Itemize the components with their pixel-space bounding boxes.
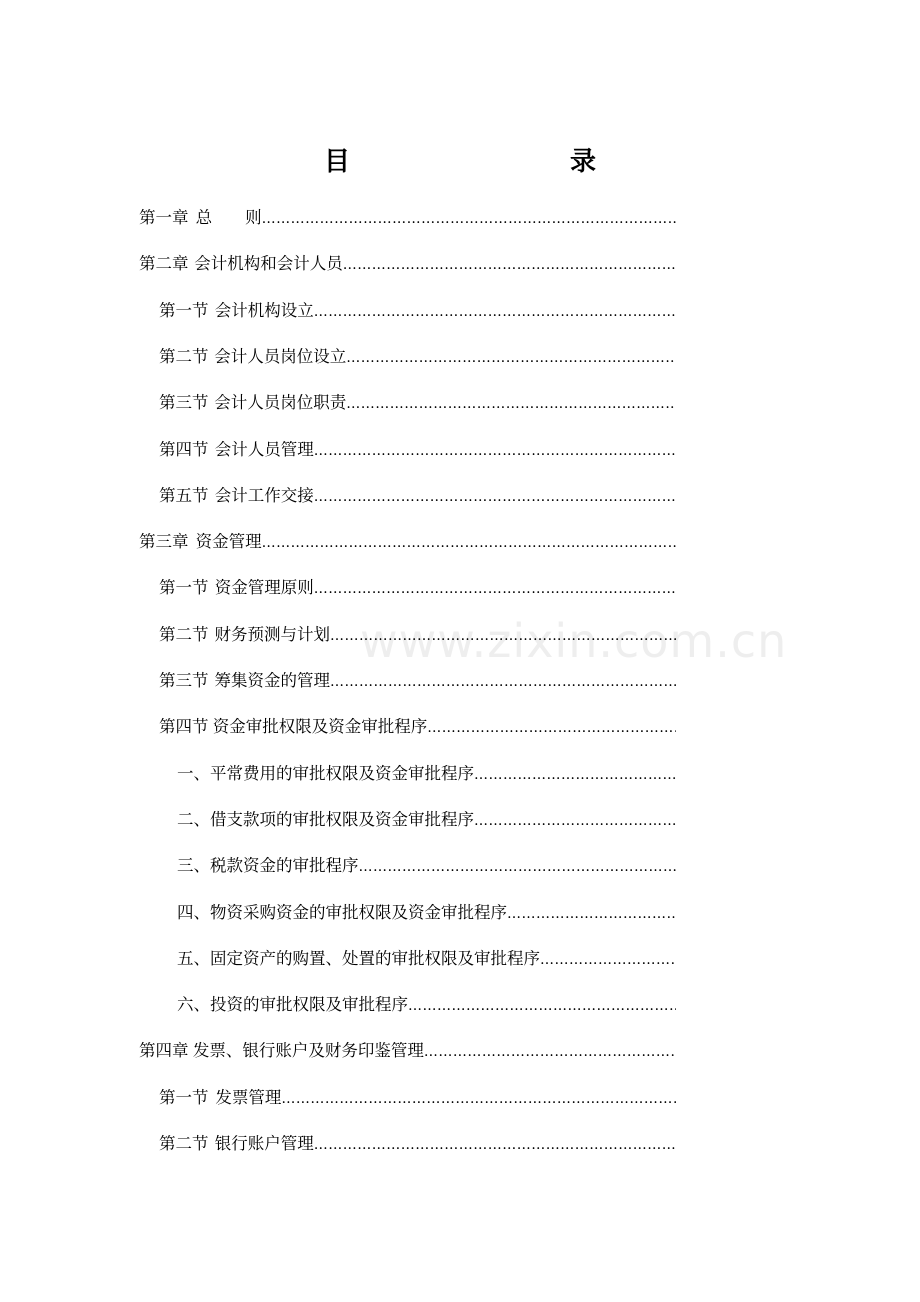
toc-dot-leader (424, 1037, 676, 1066)
toc-entry-title: 会计工作交接 (214, 485, 314, 505)
toc-entry-number: 第四章 (139, 1041, 189, 1061)
toc-entry[interactable] (177, 944, 676, 974)
toc-entry-title: 发票管理 (215, 1087, 282, 1107)
toc-entry-number: 第二节 (159, 624, 209, 644)
toc-entry-title: 会计人员岗位职责 (214, 393, 347, 413)
toc-entry[interactable] (177, 851, 676, 881)
toc-entry-title: 财务预测与计划 (214, 624, 330, 644)
toc-entry-number: 第三节 (159, 393, 209, 413)
toc-entry[interactable] (159, 620, 676, 650)
toc-dot-leader (330, 621, 676, 650)
toc-entry[interactable] (159, 342, 676, 372)
toc-entry-number: 第一节 (159, 1087, 209, 1107)
toc-entry-title: 借支款项的审批权限及资金审批程序 (210, 809, 474, 829)
toc-entry-number: 一、 (177, 763, 210, 783)
toc-entry[interactable] (139, 1036, 676, 1066)
toc-entry-number: 第一节 (159, 578, 209, 598)
watermark: www.zixin.com.cn (360, 614, 788, 668)
toc-dot-leader (314, 574, 676, 603)
toc-entry[interactable] (159, 481, 676, 511)
toc-dot-leader (314, 297, 676, 326)
toc-entry[interactable] (177, 990, 676, 1020)
toc-dot-leader (346, 389, 676, 418)
toc-entry[interactable] (159, 1083, 676, 1113)
toc-dot-leader (314, 482, 676, 511)
toc-entry-number: 二、 (177, 809, 210, 829)
toc-entry-title: 资金管理原则 (214, 578, 314, 598)
toc-entry-number: 六、 (177, 995, 210, 1015)
toc-entry-title: 发票、银行账户及财务印鉴管理 (192, 1041, 424, 1061)
toc-dot-leader (314, 1130, 676, 1159)
toc-entry-title: 税款资金的审批程序 (210, 856, 359, 876)
toc-dot-leader (281, 1084, 676, 1113)
toc-entry-title: 固定资产的购置、处置的审批权限及审批程序 (210, 948, 540, 968)
toc-dot-leader (262, 528, 676, 557)
toc-entry[interactable] (159, 666, 676, 696)
toc-entry[interactable] (139, 527, 676, 557)
toc-entry[interactable] (159, 435, 676, 465)
toc-entry[interactable] (159, 1129, 676, 1159)
toc-entry-title: 投资的审批权限及审批程序 (210, 995, 408, 1015)
page-title: 目 录 (323, 147, 652, 177)
toc-dot-leader (359, 852, 677, 881)
toc-dot-leader (427, 713, 676, 742)
toc-entry-number: 三、 (177, 856, 210, 876)
toc-entry[interactable] (177, 805, 676, 835)
toc-entry-title: 筹集资金的管理 (214, 671, 330, 690)
toc-dot-leader (408, 991, 676, 1020)
toc-dot-leader (330, 667, 676, 696)
toc-dot-leader (314, 436, 676, 465)
toc-entry-title: 平常费用的审批权限及资金审批程序 (210, 763, 474, 783)
toc-entry-title: 物资采购资金的审批权限及资金审批程序 (210, 902, 507, 922)
toc-entry-number: 第三章 (139, 532, 189, 552)
toc-entry-number: 第二节 (159, 1134, 209, 1153)
toc-entry[interactable] (177, 898, 676, 928)
toc-entry[interactable] (159, 296, 676, 326)
toc-entry[interactable] (159, 573, 676, 603)
toc-entry-number: 第四节 (159, 717, 209, 737)
toc-entry[interactable] (159, 712, 676, 742)
toc-entry-number: 第二节 (159, 346, 209, 366)
toc-entry-number: 四、 (177, 902, 210, 922)
toc-entry-title: 资金审批权限及资金审批程序 (212, 717, 428, 737)
toc-entry-title: 会计人员管理 (214, 439, 314, 459)
toc-entry-number: 第二章 (139, 254, 189, 274)
toc-entry-title: 总 则 (195, 208, 262, 227)
toc-dot-leader (474, 806, 676, 835)
toc-dot-leader (262, 204, 676, 233)
toc-entry-number: 五、 (177, 948, 210, 968)
toc-entry[interactable] (177, 759, 676, 789)
toc-entry-number: 第五节 (159, 485, 209, 505)
toc-dot-leader (346, 343, 676, 372)
toc-entry[interactable] (139, 203, 676, 233)
toc-dot-leader (343, 250, 676, 279)
toc-entry-title: 资金管理 (195, 532, 262, 552)
toc-entry-title: 会计机构和会计人员 (194, 254, 343, 274)
toc-entry-number: 第三节 (159, 671, 209, 690)
toc-entry-number: 第一章 (139, 208, 189, 227)
toc-dot-leader (540, 945, 676, 974)
toc-entry-number: 第一节 (159, 300, 209, 320)
toc-dot-leader (507, 899, 676, 928)
toc-entry-title: 会计人员岗位设立 (214, 346, 347, 366)
toc-entry-title: 会计机构设立 (214, 300, 314, 320)
toc-entry[interactable] (139, 249, 676, 279)
toc-entry[interactable] (159, 388, 676, 418)
toc-entry-title: 银行账户管理 (214, 1134, 314, 1153)
toc-entry-number: 第四节 (159, 439, 209, 459)
toc-dot-leader (474, 760, 676, 789)
